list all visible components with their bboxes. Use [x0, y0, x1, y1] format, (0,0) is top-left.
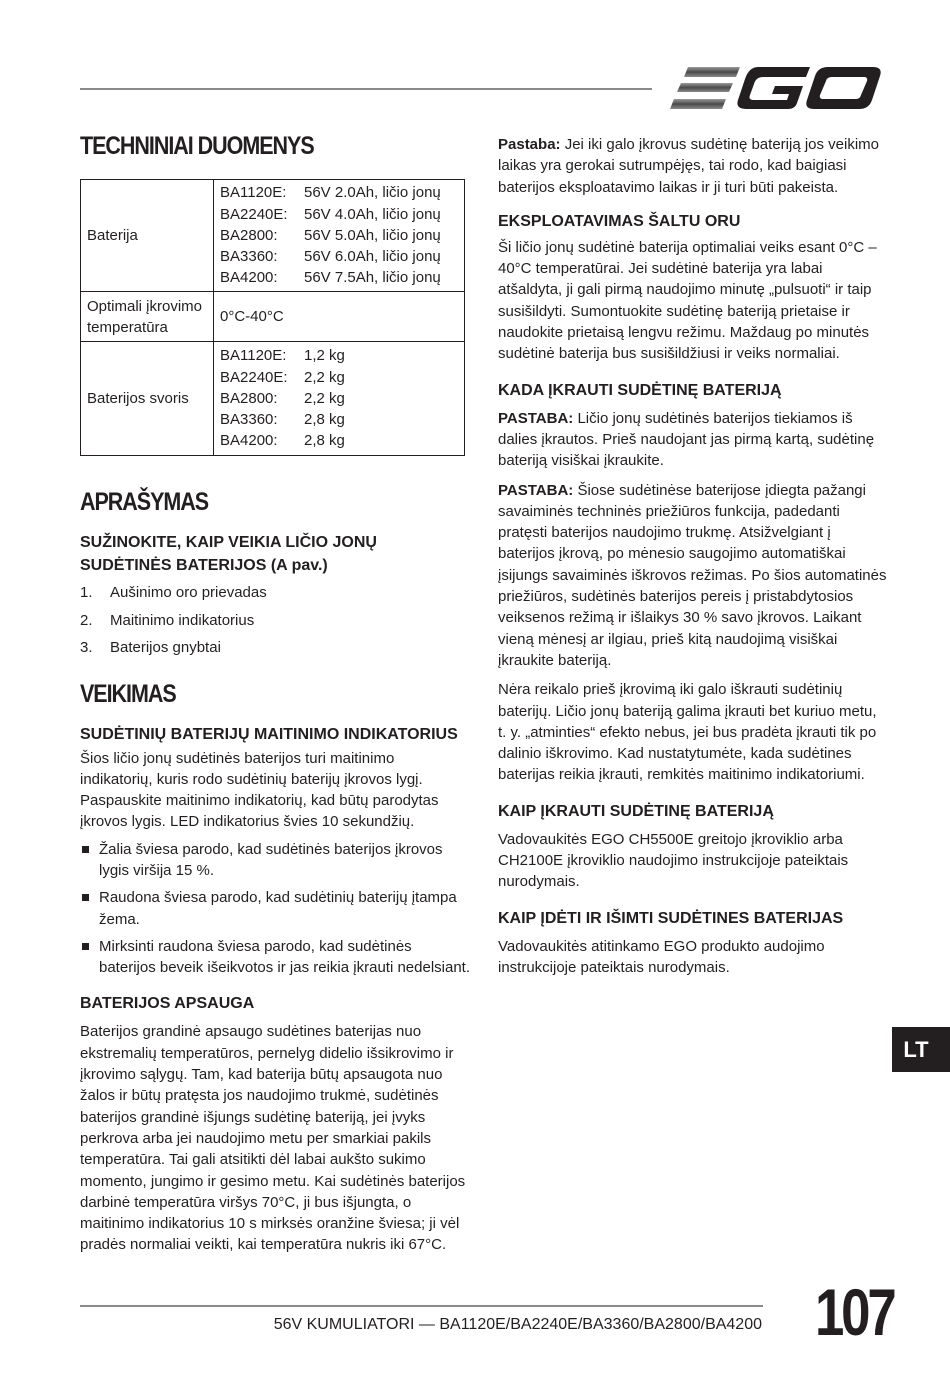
how-heading: KAIP ĮKRAUTI SUDĖTINĘ BATERIJĄ: [498, 802, 774, 820]
charge-temp-value: 0°C-40°C: [214, 292, 465, 342]
insert-text: Vadovaukitės atitinkamo EGO produkto audojimo instrukcijoje pateiktais nurodymais.: [498, 937, 825, 976]
bullet-icon: [82, 846, 89, 853]
charge-temp-label: Optimali įkrovimo temperatūra: [81, 292, 214, 342]
bullet-icon: [82, 894, 89, 901]
page-number: 107: [815, 1275, 894, 1349]
when-note1: PASTABA: Ličio jonų sudėtinės baterijos tiekiamos iš dalies įkrautos. Prieš naudojant jas pirmą kartą, sudėtinę bateriją visiškai įkraukite.: [498, 409, 875, 470]
footer-text: 56V KUMULIATORI — BA1120E/BA2240E/BA3360/BA2800/BA4200: [273, 1316, 762, 1333]
indicator-heading: SUDĖTINIŲ BATERIJŲ MAITINIMO INDIKATORIUS: [80, 725, 458, 743]
note1: Pastaba: Jei iki galo įkrovus sudėtinę bateriją jos veikimo laikas yra gerokai sutrumpėjęs, tai rodo, kad baigiasi baterijos eksploatavimo laikas ir ji turi būti pakeista.: [498, 136, 880, 196]
list-item: Mirksinti raudona šviesa parodo, kad sudėtinės baterijos beveik išeikvotos ir jas reikia įkrauti nedelsiant.: [80, 936, 470, 979]
protection-heading: BATERIJOS APSAUGA: [80, 995, 255, 1013]
list-item: Raudona šviesa parodo, kad sudėtinių baterijų įtampa žema.: [80, 887, 470, 930]
learn-heading: SUŽINOKITE, KAIP VEIKIA LIČIO JONŲ SUDĖTINĖS BATERIJOS (A pav.): [80, 534, 377, 574]
when-heading: KADA ĮKRAUTI SUDĖTINĘ BATERIJĄ: [498, 381, 782, 399]
weight-label: Baterijos svoris: [81, 342, 214, 456]
cold-text: Ši ličio jonų sudėtinė baterija optimaliai veiks esant 0°C – 40°C temperatūrai. Jei sudėtinė baterija yra labai atšaldyta, ji gali pirmą naudojimo minutę „pulsuoti“ ir taip susišildyti. Sumontuokite sudėtinę bateriją prietaise ir naudokite prietaisą lengvu režimu. Maždaug po minutės sudėtinė baterija bus susišildžiusi ir veiks normaliai.: [498, 238, 877, 363]
ego-logo: [670, 62, 882, 114]
list-item: 1. Aušinimo oro prievadas: [80, 584, 267, 601]
cold-heading: EKSPLOATAVIMAS ŠALTU ORU: [498, 212, 741, 230]
tech-title: TECHNINIAI DUOMENYS: [80, 132, 314, 160]
how-text: Vadovaukitės EGO CH5500E greitojo įkroviklio arba CH2100E įkroviklio naudojimo instrukcijoje pateiktais nurodymais.: [498, 830, 849, 891]
list-item: 3. Baterijos gnybtai: [80, 639, 221, 656]
indicator-text: Šios ličio jonų sudėtinės baterijos turi maitinimo indikatorių, kuris rodo sudėtinių baterijų įkrovos lygį. Paspauskite maitinimo indikatorių, kad būtų parodytas įkrovos lygis. LED indikatorius švies 10 sekundžių.: [80, 749, 439, 831]
parts-list: [80, 579, 470, 662]
operation-title: VEIKIMAS: [80, 679, 176, 708]
when-note2: PASTABA: Šiose sudėtinėse baterijose įdiegta pažangi savaiminės techninės priežiūros funkcija, padedanti pratęsti baterijos naudojimo trukmę. Atsižvelgiant į baterijos įkrovą, po mėnesio saugojimo automatiškai įsijungs savaiminės iškrovos režimas. Po šios automatinės priežiūros, sudėtinės baterijos pereis į pristabdytosios veiksenos režimą ir išlaikys 30 % savo įkrovos. Laikant vieną mėnesį ar ilgiau, prieš kitą naudojimą visiškai įkraukite bateriją.: [498, 481, 887, 669]
language-tab: LT: [892, 1027, 950, 1072]
indicator-bullets: [80, 839, 470, 979]
list-item: Žalia šviesa parodo, kad sudėtinės baterijos įkrovos lygis viršija 15 %.: [80, 839, 470, 882]
header-rule: [80, 88, 652, 90]
bullet-icon: [82, 943, 89, 950]
list-item: 2. Maitinimo indikatorius: [80, 611, 255, 629]
protection-text: Baterijos grandinė apsaugo sudėtines baterijas nuo ekstremalių temperatūros, pernelyg didelio išsikrovimo ir įkrovimo sąlygų. Tam, kad baterija būtų apsaugota nuo žalos ir būtų pratęsta jos naudojimo trukmė, sudėtinės baterijos grandinė išjungs sudėtinę bateriją, jei įvyks perkrova arba jei naudojimo metu per smarkiai pakils temperatūra. Tai gali atsitikti dėl labai aukšto sukimo momento, jungimo ir gesimo metu. Kai sudėtinės baterijos darbinė temperatūra viršys 70°C, ji bus išjungta, o maitinimo indikatorius 10 s mirksės oranžine šviesa; ji vėl pradės normaliai veikti, kai temperatūra nukris iki 67°C.: [80, 1023, 466, 1254]
battery-values: BA1120E: 56V 2.0Ah, ličio jonų BA2240E: 56V 4.0Ah, ličio jonų BA2800: 56V 5.0Ah, ličio jonų BA3360: 56V 6.0Ah, ličio jonų BA4200: 56V 7.5Ah, ličio jonų: [214, 180, 465, 292]
description-title: APRAŠYMAS: [80, 488, 209, 516]
when-text: Nėra reikalo prieš įkrovimą iki galo iškrauti sudėtinių baterijų. Ličio jonų bateriją galima įkrauti bet kuriuo metu, t. y. „atminties“ efekto nebus, jei bus pradėta įkrauti tik po dalinio iškrovimo. Kad nustatytumėte, kada sudėtines baterijas reikia įkrauti, remkitės maitinimo indikatoriumi.: [498, 681, 877, 784]
insert-heading: KAIP ĮDĖTI IR IŠIMTI SUDĖTINES BATERIJAS: [498, 909, 844, 927]
weight-values: BA1120E: 1,2 kg BA2240E: 2,2 kg BA2800: 2,2 kg BA3360: 2,8 kg BA4200: 2,8 kg: [214, 342, 465, 456]
right-column: [498, 134, 888, 978]
footer-rule: [80, 1305, 763, 1307]
left-column: [80, 132, 470, 1256]
spec-table: [80, 179, 465, 456]
battery-label: Baterija: [81, 180, 214, 292]
